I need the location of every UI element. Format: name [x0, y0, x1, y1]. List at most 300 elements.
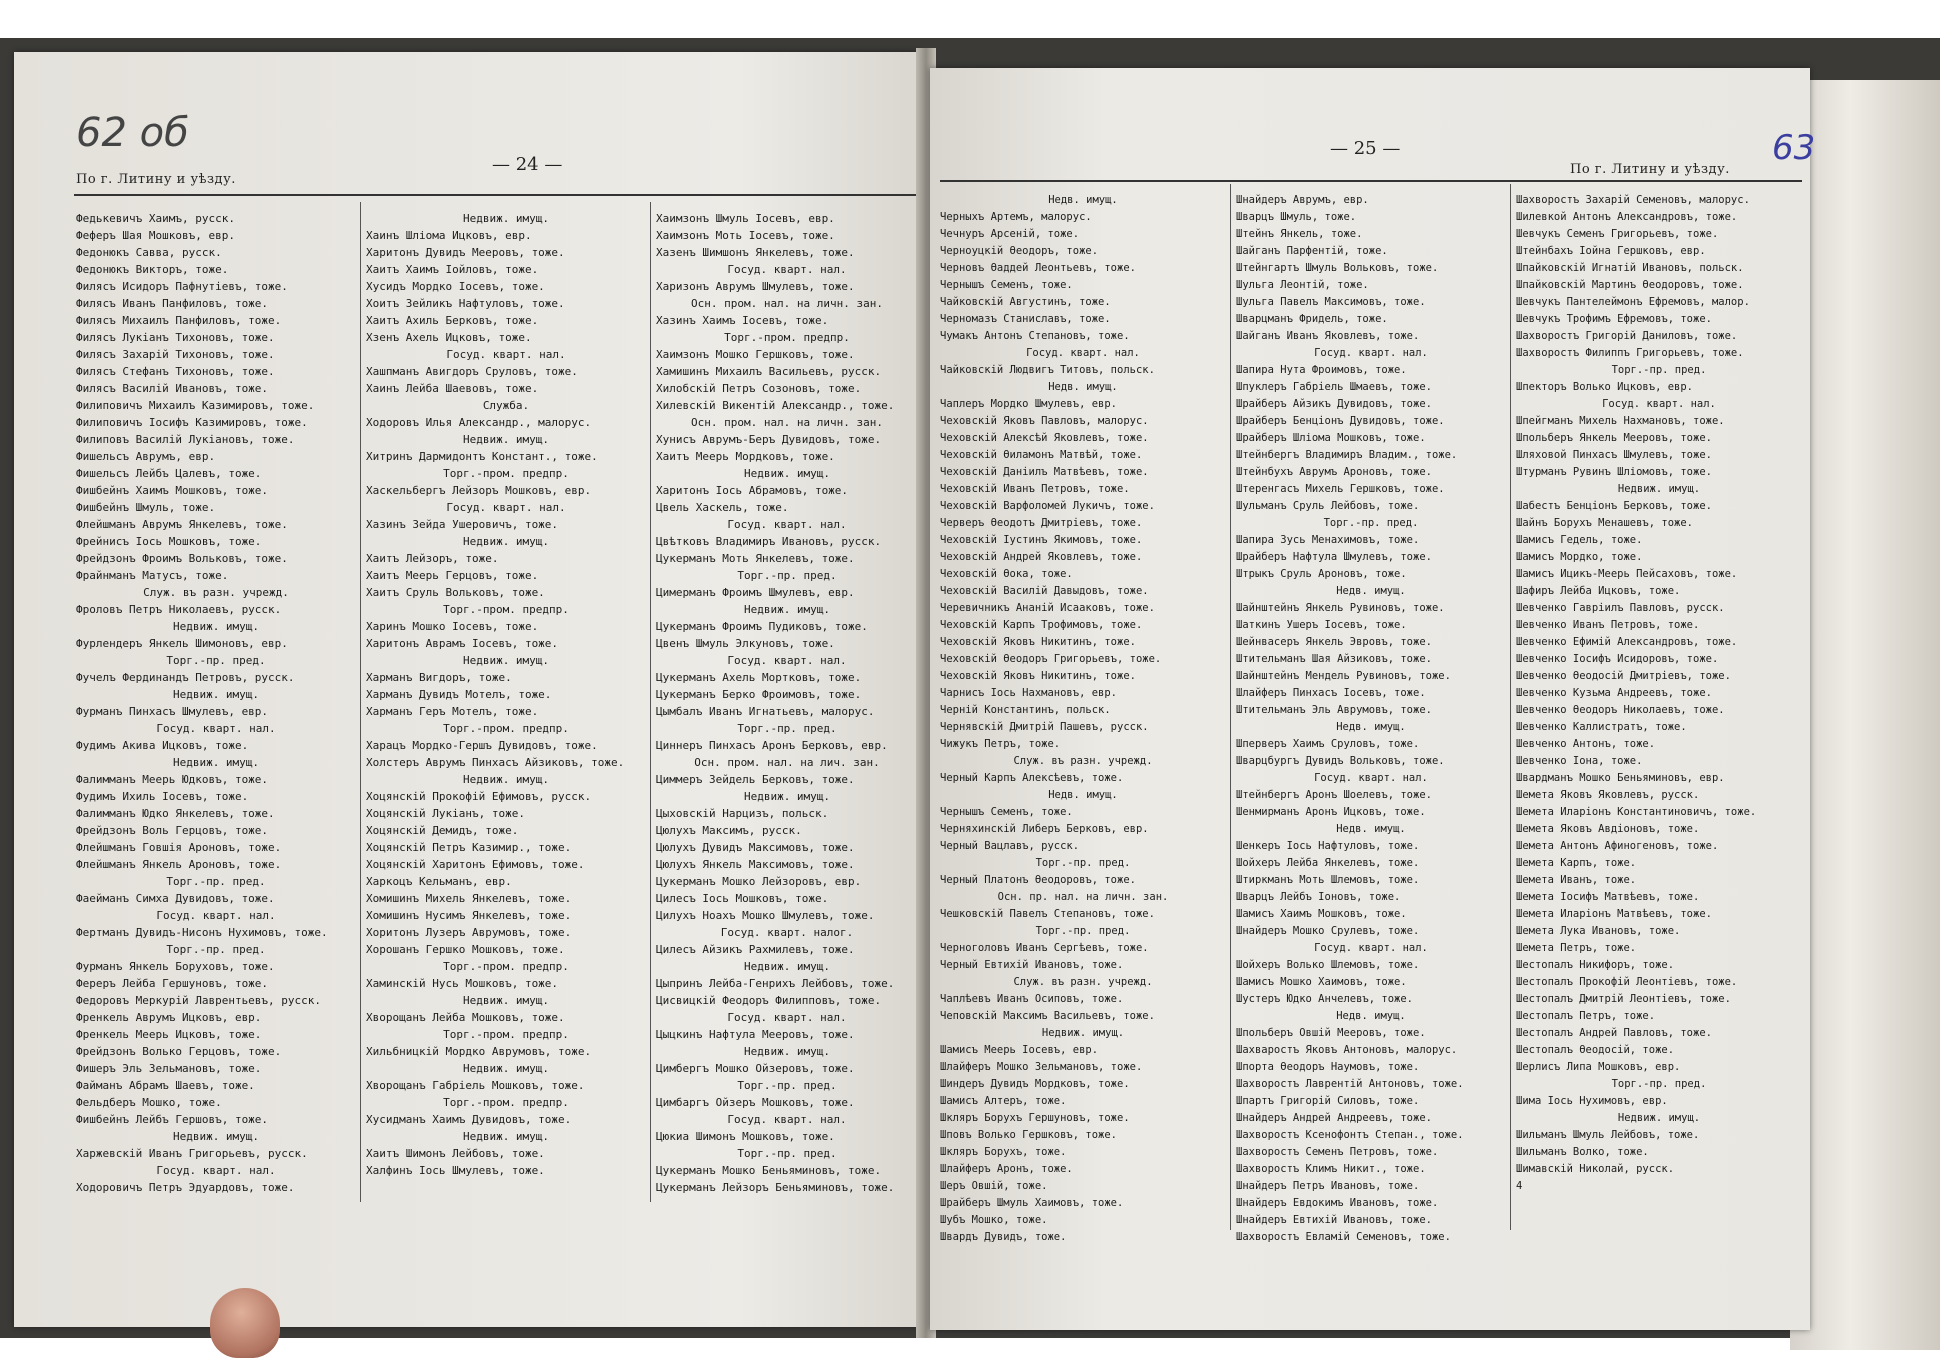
list-item: Шпорта Өеодоръ Наумовъ, тоже.	[1236, 1061, 1420, 1073]
list-item: Шилевкой Антонъ Александровъ, тоже.	[1516, 211, 1738, 223]
list-item: Шустеръ Юдко Анчелевъ, тоже.	[1236, 993, 1414, 1005]
list-item: Фишбейнъ Шмуль, тоже.	[76, 501, 216, 514]
list-item: Шамисъ Мошко Хаимовъ, тоже.	[1236, 976, 1407, 988]
list-item: Шемета Петръ, тоже.	[1516, 942, 1637, 954]
list-item: Недв. имущ.	[1336, 823, 1406, 835]
list-item: Цукерманъ Берко Фроимовъ, тоже.	[656, 688, 862, 701]
list-item: Шойхеръ Волько Шлемовъ, тоже.	[1236, 959, 1420, 971]
list-item: Харманъ Вигдоръ, тоже.	[366, 671, 512, 684]
list-item: Цукерманъ Лейзоръ Беньяминовъ, тоже.	[656, 1181, 895, 1194]
list-item: Цюлухъ Максимъ, русск.	[656, 824, 802, 837]
list-item: Шнайдеръ Мошко Срулевъ, тоже.	[1236, 925, 1420, 937]
list-item: Шевченко Иванъ Петровъ, тоже.	[1516, 619, 1700, 631]
list-item: Торг.-пр. пред.	[1035, 925, 1131, 937]
list-item: Осн. пром. нал. на лич. зан.	[694, 756, 880, 769]
list-item: Шевченко Өеодосій Дмитріевъ, тоже.	[1516, 670, 1731, 682]
list-item: Шахваростъ Яковъ Антоновъ, малорус.	[1236, 1044, 1458, 1056]
list-item: Хомишинъ Михель Янкелевъ, тоже.	[366, 892, 572, 905]
list-item: Шульга Леонтій, тоже.	[1236, 279, 1369, 291]
list-item: Недвиж. имущ.	[172, 620, 260, 633]
list-item: Шемета Іосифъ Матвѣевъ, тоже.	[1516, 891, 1700, 903]
list-item: Швардъ Дувидъ, тоже.	[940, 1231, 1067, 1243]
list-item: Чеховскій Даніилъ Матвѣевъ, тоже.	[940, 466, 1149, 478]
list-item: Цыховскій Нарцизъ, польск.	[656, 807, 829, 820]
list-item: Шубъ Мошко, тоже.	[940, 1214, 1048, 1226]
column-divider	[1230, 184, 1231, 1230]
list-item: Шевченко Кузьма Андреевъ, тоже.	[1516, 687, 1712, 699]
list-item: Недвиж. имущ.	[743, 790, 831, 803]
list-item: Шерлисъ Липа Мошковъ, евр.	[1516, 1061, 1681, 1073]
list-item: Шульманъ Сруль Лейбовъ, тоже.	[1236, 500, 1420, 512]
list-item: Цукерманъ Моть Янкелевъ, тоже.	[656, 552, 855, 565]
list-item: Шварцъ Шмуль, тоже.	[1236, 211, 1357, 223]
list-item: Служ. въ разн. учрежд.	[143, 586, 289, 599]
list-item: Ходоровичъ Петръ Эдуардовъ, тоже.	[76, 1181, 295, 1194]
list-item: Харкоцъ Кельманъ, евр.	[366, 875, 512, 888]
list-item: Недвиж. имущ.	[743, 960, 831, 973]
list-item: Цымбалъ Иванъ Игнатьевъ, малорус.	[656, 705, 875, 718]
left-col-1	[76, 210, 356, 1196]
list-item: Хаитъ Ахиль Берковъ, тоже.	[366, 314, 539, 327]
list-item: Хунисъ Аврумъ-Беръ Дувидовъ, тоже.	[656, 433, 882, 446]
list-item: Недвиж. имущ.	[462, 1130, 550, 1143]
list-item: Служ. въ разн. учрежд.	[1013, 755, 1153, 767]
list-item: Шлайферъ Аронъ, тоже.	[940, 1163, 1073, 1175]
list-item: Хусидъ Мордко Іосевъ, тоже.	[366, 280, 545, 293]
list-item: Осн. пром. нал. на личн. зан.	[690, 416, 884, 429]
list-item: Хильбницкій Мордко Аврумовъ, тоже.	[366, 1045, 592, 1058]
list-item: Шповъ Волько Гершковъ, тоже.	[940, 1129, 1118, 1141]
list-item: Шварцбургъ Дувидъ Вольковъ, тоже.	[1236, 755, 1445, 767]
list-item: Недв. имущ.	[1048, 789, 1118, 801]
list-item: Чернышъ Семенъ, тоже.	[940, 806, 1073, 818]
list-item: Штительманъ Эль Аврумовъ, тоже.	[1236, 704, 1432, 716]
list-item: Торг.-пром. предпр.	[443, 467, 569, 480]
list-item: Госуд. кварт. нал.	[727, 1113, 847, 1126]
list-item: Торг.-пром. предпр.	[443, 603, 569, 616]
list-item: Хилобскій Петръ Созоновъ, тоже.	[656, 382, 862, 395]
list-item: Шрайберъ Айзикъ Дувидовъ, тоже.	[1236, 398, 1432, 410]
list-item: Чеховскій Варфоломей Лукичъ, тоже.	[940, 500, 1155, 512]
list-item: Шевченко Өеодоръ Николаевъ, тоже.	[1516, 704, 1725, 716]
list-item: Госуд. кварт. нал.	[727, 263, 847, 276]
list-item: Шварцъ Лейбъ Іоновъ, тоже.	[1236, 891, 1401, 903]
list-item: Недвиж. имущ.	[743, 467, 831, 480]
list-item: Чеховскій Өеодоръ Григорьевъ, тоже.	[940, 653, 1162, 665]
list-item: Шевченко Іосифъ Исидоровъ, тоже.	[1516, 653, 1719, 665]
list-item: Шапира Нута Фроимовъ, тоже.	[1236, 364, 1407, 376]
list-item: Шевченко Антонъ, тоже.	[1516, 738, 1656, 750]
list-item: Шемета Яковъ Яковлевъ, русск.	[1516, 789, 1700, 801]
list-item: Черный Платонъ Өеодоровъ, тоже.	[940, 874, 1136, 886]
list-item: Шильманъ Шмуль Лейбовъ, тоже.	[1516, 1129, 1700, 1141]
list-item: Фаейманъ Симха Дувидовъ, тоже.	[76, 892, 275, 905]
list-item: Харитонъ Аврамъ Іосевъ, тоже.	[366, 637, 559, 650]
list-item: Хаимзонъ Шмуль Іосевъ, евр.	[656, 212, 835, 225]
list-item: Черняхинскій Либеръ Берковъ, евр.	[940, 823, 1149, 835]
list-item: Холстеръ Аврумъ Пинхасъ Айзиковъ, тоже.	[366, 756, 625, 769]
list-item: Чумакъ Антонъ Степановъ, тоже.	[940, 330, 1130, 342]
list-item: Осн. пр. нал. на личн. зан.	[997, 891, 1169, 903]
list-item: Торг.-пр. пред.	[737, 722, 837, 735]
list-item: Недв. имущ.	[1048, 194, 1118, 206]
list-item: Цвенъ Шмуль Элкуновъ, тоже.	[656, 637, 835, 650]
list-item: Черный Карпъ Алексѣевъ, тоже.	[940, 772, 1124, 784]
list-item: Госуд. кварт. нал.	[446, 348, 566, 361]
list-item: Файманъ Абрамъ Шаевъ, тоже.	[76, 1079, 255, 1092]
list-item: 4	[1516, 1180, 1523, 1192]
list-item: Цукерманъ Мошко Беньяминовъ, тоже.	[656, 1164, 882, 1177]
list-item: Шиндеръ Дувидъ Мордковъ, тоже.	[940, 1078, 1130, 1090]
list-item: Недвиж. имущ.	[172, 1130, 260, 1143]
list-item: Фереръ Лейба Гершуновъ, тоже.	[76, 977, 269, 990]
list-item: Чаплѣевъ Иванъ Осиповъ, тоже.	[940, 993, 1124, 1005]
list-item: Шайнштейнъ Янкель Рувиновъ, тоже.	[1236, 602, 1445, 614]
list-item: Чернявскій Дмитрій Пашевъ, русск.	[940, 721, 1149, 733]
list-item: Хаитъ Шимонъ Лейбовъ, тоже.	[366, 1147, 545, 1160]
list-item: Шестопалъ Андрей Павловъ, тоже.	[1516, 1027, 1712, 1039]
list-item: Филиповичъ Іосифъ Казимировъ, тоже.	[76, 416, 308, 429]
list-item: Цукерманъ Ахель Мортковъ, тоже.	[656, 671, 862, 684]
list-item: Шрайберъ Бенціонъ Дувидовъ, тоже.	[1236, 415, 1445, 427]
left-page	[14, 52, 922, 1327]
list-item: Хоцянскій Прокофій Ефимовъ, русск.	[366, 790, 592, 803]
right-col-3	[1516, 192, 1802, 1195]
list-item: Шестопалъ Дмитрій Леонтіевъ, тоже.	[1516, 993, 1731, 1005]
list-item: Хазенъ Шимшонъ Янкелевъ, тоже.	[656, 246, 855, 259]
list-item: Хоритонъ Лузеръ Аврумовъ, тоже.	[366, 926, 572, 939]
list-item: Чайковскій Августинъ, тоже.	[940, 296, 1111, 308]
list-item: Шрайберъ Шмуль Хаимовъ, тоже.	[940, 1197, 1124, 1209]
list-item: Шахворостъ Ксенофонтъ Степан., тоже.	[1236, 1129, 1464, 1141]
list-item: Хоцянскій Петръ Казимир., тоже.	[366, 841, 572, 854]
right-col-2	[1236, 192, 1506, 1246]
list-item: Недв. имущ.	[1048, 381, 1118, 393]
list-item: Филиповъ Василій Лукіановъ, тоже.	[76, 433, 295, 446]
list-item: Шпольберъ Янкель Мееровъ, тоже.	[1516, 432, 1712, 444]
list-item: Шпейгманъ Михель Нахмановъ, тоже.	[1516, 415, 1725, 427]
list-item: Хоитъ Зейликъ Нафтуловъ, тоже.	[366, 297, 565, 310]
list-item: Шенмирманъ Аронъ Ицковъ, тоже.	[1236, 806, 1426, 818]
list-item: Черноголовъ Иванъ Сергѣевъ, тоже.	[940, 942, 1149, 954]
list-item: Филясъ Стефанъ Тихоновъ, тоже.	[76, 365, 275, 378]
list-item: Штительманъ Шая Айзиковъ, тоже.	[1236, 653, 1432, 665]
list-item: Хворощанъ Габріель Мошковъ, тоже.	[366, 1079, 585, 1092]
list-item: Шпайковскій Мартинъ Өеодоровъ, тоже.	[1516, 279, 1744, 291]
list-item: Филясъ Василій Ивановъ, тоже.	[76, 382, 269, 395]
list-item: Штрыкъ Сруль Ароновъ, тоже.	[1236, 568, 1407, 580]
column-divider	[650, 202, 651, 1202]
list-item: Хазинъ Зейда Ушеровичъ, тоже.	[366, 518, 559, 531]
list-item: Шестопалъ Прокофій Леонтіевъ, тоже.	[1516, 976, 1738, 988]
list-item: Торг.-пр. пред.	[1323, 517, 1419, 529]
list-item: Хамишинъ Михаилъ Васильевъ, русск.	[656, 365, 882, 378]
list-item: Госуд. кварт. нал.	[1314, 347, 1428, 359]
list-item: Штейнъ Янкель, тоже.	[1236, 228, 1363, 240]
list-item: Харитонъ Іось Абрамовъ, тоже.	[656, 484, 849, 497]
list-item: Чеховскій Алексѣй Яковлевъ, тоже.	[940, 432, 1149, 444]
list-item: Цилухъ Ноахъ Мошко Шмулевъ, тоже.	[656, 909, 875, 922]
list-item: Хаитъ Меерь Герцовъ, тоже.	[366, 569, 539, 582]
list-item: Хворощанъ Лейба Мошковъ, тоже.	[366, 1011, 565, 1024]
list-item: Фрейдзонъ Воль Герцовъ, тоже.	[76, 824, 269, 837]
list-item: Френкель Аврумъ Ицковъ, евр.	[76, 1011, 262, 1024]
list-item: Чеховскій Яковъ Никитинъ, тоже.	[940, 670, 1136, 682]
list-item: Госуд. кварт. нал.	[1026, 347, 1140, 359]
list-item: Недвиж. имущ.	[1041, 1027, 1125, 1039]
list-item: Шамисъ Ицикъ-Меерь Пейсаховъ, тоже.	[1516, 568, 1738, 580]
list-item: Торг.-пр. пред.	[737, 569, 837, 582]
list-item: Недвиж. имущ.	[1617, 483, 1701, 495]
list-item: Чернiй Константинъ, польск.	[940, 704, 1111, 716]
list-item: Госуд. кварт. нал.	[156, 722, 276, 735]
list-item: Штеренгасъ Михель Гершковъ, тоже.	[1236, 483, 1445, 495]
header-rule-right	[940, 180, 1802, 182]
list-item: Шнайдеръ Евтихій Ивановъ, тоже.	[1236, 1214, 1432, 1226]
list-item: Халфинъ Іось Шмулевъ, тоже.	[366, 1164, 545, 1177]
list-item: Хаинъ Лейба Шаевовъ, тоже.	[366, 382, 539, 395]
list-item: Шамисъ Гедель, тоже.	[1516, 534, 1643, 546]
list-item: Недвиж. имущ.	[743, 1045, 831, 1058]
list-item: Фишельсъ Лейбъ Цалевъ, тоже.	[76, 467, 262, 480]
list-item: Федькевичъ Хаимъ, русск.	[76, 212, 235, 225]
list-item: Фрайнманъ Матусъ, тоже.	[76, 569, 229, 582]
list-item: Госуд. кварт. нал.	[156, 1164, 276, 1177]
list-item: Шпольберъ Овшій Мееровъ, тоже.	[1236, 1027, 1426, 1039]
list-item: Шпекторъ Волько Ицковъ, евр.	[1516, 381, 1694, 393]
list-item: Чернышъ Семенъ, тоже.	[940, 279, 1073, 291]
list-item: Недв. имущ.	[1336, 585, 1406, 597]
list-item: Хаинъ Шлiома Ицковъ, евр.	[366, 229, 532, 242]
list-item: Хомишинъ Нусимъ Янкелевъ, тоже.	[366, 909, 572, 922]
list-item: Цимбаргъ Ойзеръ Мошковъ, тоже.	[656, 1096, 855, 1109]
list-item: Недв. имущ.	[1336, 1010, 1406, 1022]
list-item: Недвиж. имущ.	[462, 212, 550, 225]
list-item: Служба.	[482, 399, 530, 412]
list-item: Чеховскій Іустинъ Якимовъ, тоже.	[940, 534, 1143, 546]
list-item: Шахворостъ Григорій Даниловъ, тоже.	[1516, 330, 1738, 342]
list-item: Чеховскій Василій Давыдовъ, тоже.	[940, 585, 1149, 597]
list-item: Шевчукъ Трофимъ Ефремовъ, тоже.	[1516, 313, 1712, 325]
list-item: Госуд. кварт. нал.	[156, 909, 276, 922]
list-item: Шахворостъ Лаврентій Антоновъ, тоже.	[1236, 1078, 1464, 1090]
list-item: Штейнбахъ Іойна Гершковъ, евр.	[1516, 245, 1706, 257]
list-item: Служ. въ разн. учрежд.	[1013, 976, 1153, 988]
list-item: Цилесъ Айзикъ Рахмилевъ, тоже.	[656, 943, 855, 956]
list-item: Черный Вацлавъ, русск.	[940, 840, 1080, 852]
list-item: Госуд. кварт. нал.	[1314, 772, 1428, 784]
list-item: Харинъ Мошко Іосевъ, тоже.	[366, 620, 539, 633]
page-stack-edge	[1790, 80, 1940, 1350]
list-item: Штурманъ Рувинъ Шлiомовъ, тоже.	[1516, 466, 1712, 478]
list-item: Хаминскій Нусь Мошковъ, тоже.	[366, 977, 559, 990]
list-item: Цвѣтковъ Владимиръ Ивановъ, русск.	[656, 535, 882, 548]
list-item: Цвель Хаскель, тоже.	[656, 501, 789, 514]
list-item: Шафиръ Лейба Ицковъ, тоже.	[1516, 585, 1681, 597]
list-item: Недвиж. имущ.	[462, 654, 550, 667]
list-item: Цыцкинъ Нафтула Мееровъ, тоже.	[656, 1028, 855, 1041]
list-item: Недвиж. имущ.	[172, 688, 260, 701]
list-item: Цюлухъ Дувидъ Максимовъ, тоже.	[656, 841, 855, 854]
list-item: Шамисъ Меерь Іосевъ, евр.	[940, 1044, 1099, 1056]
list-item: Торг.-пр. пред.	[166, 943, 266, 956]
list-item: Шемета Лука Ивановъ, тоже.	[1516, 925, 1681, 937]
list-item: Фертманъ Дувидъ-Нисонъ Нухимовъ, тоже.	[76, 926, 328, 939]
list-item: Госуд. кварт. нал.	[727, 654, 847, 667]
list-item: Шнайдеръ Андрей Андреевъ, тоже.	[1236, 1112, 1432, 1124]
handwritten-folio-left: 62 об	[76, 110, 189, 156]
list-item: Шрайберъ Нафтула Шмулевъ, тоже.	[1236, 551, 1432, 563]
list-item: Шлайферъ Пинхасъ Іосевъ, тоже.	[1236, 687, 1426, 699]
list-item: Хоцянскій Харитонъ Ефимовъ, тоже.	[366, 858, 585, 871]
list-item: Шаткинъ Ушеръ Іосевъ, тоже.	[1236, 619, 1407, 631]
list-item: Хашпманъ Авигдоръ Сруловъ, тоже.	[366, 365, 578, 378]
list-item: Госуд. кварт. нал.	[727, 1011, 847, 1024]
running-head-left: По г. Литину и уѣзду.	[76, 172, 236, 187]
list-item: Торг.-пр. пред.	[737, 1079, 837, 1092]
list-item: Шемета Иванъ, тоже.	[1516, 874, 1637, 886]
list-item: Филиповичъ Михаилъ Казимировъ, тоже.	[76, 399, 315, 412]
list-item: Шамисъ Алтеръ, тоже.	[940, 1095, 1067, 1107]
list-item: Торг.-пр. пред.	[166, 875, 266, 888]
list-item: Чешковскій Павелъ Степановъ, тоже.	[940, 908, 1155, 920]
list-item: Фучелъ Фердинандъ Петровъ, русск.	[76, 671, 295, 684]
list-item: Шпайковскій Игнатій Ивановъ, польск.	[1516, 262, 1744, 274]
list-item: Шайганъ Парфентій, тоже.	[1236, 245, 1388, 257]
list-item: Фалимманъ Юдко Янкелевъ, тоже.	[76, 807, 275, 820]
list-item: Шульга Павелъ Максимовъ, тоже.	[1236, 296, 1426, 308]
list-item: Шевчукъ Семенъ Григорьевъ, тоже.	[1516, 228, 1719, 240]
list-item: Недвиж. имущ.	[462, 773, 550, 786]
list-item: Фишельсъ Аврумъ, евр.	[76, 450, 216, 463]
list-item: Шлайферъ Мошко Зельмановъ, тоже.	[940, 1061, 1143, 1073]
list-item: Хитринъ Дармидонтъ Констант., тоже.	[366, 450, 598, 463]
list-item: Фишеръ Эль Зельмановъ, тоже.	[76, 1062, 262, 1075]
list-item: Фудимъ Ихиль Іосевъ, тоже.	[76, 790, 249, 803]
list-item: Штиркманъ Моть Шлемовъ, тоже.	[1236, 874, 1420, 886]
list-item: Флейшманъ Говшія Ароновъ, тоже.	[76, 841, 282, 854]
list-item: Торг.-пром. предпр.	[443, 1028, 569, 1041]
list-item: Шкляръ Борухъ Гершуновъ, тоже.	[940, 1112, 1130, 1124]
list-item: Штейнбухъ Аврумъ Ароновъ, тоже.	[1236, 466, 1432, 478]
list-item: Штейнбергъ Владимиръ Владим., тоже.	[1236, 449, 1458, 461]
list-item: Циммеръ Зейдель Берковъ, тоже.	[656, 773, 855, 786]
list-item: Чарнисъ Іось Нахмановъ, евр.	[940, 687, 1118, 699]
list-item: Черныхъ Артемъ, малорус.	[940, 211, 1092, 223]
column-divider	[1510, 184, 1511, 1230]
list-item: Харманъ Геръ Мотелъ, тоже.	[366, 705, 539, 718]
list-item: Шима Іось Нухимовъ, евр.	[1516, 1095, 1668, 1107]
list-item: Недвиж. имущ.	[462, 433, 550, 446]
list-item: Недвиж. имущ.	[172, 756, 260, 769]
list-item: Шварцманъ Фридель, тоже.	[1236, 313, 1388, 325]
page-number-left: — 24 —	[492, 154, 563, 175]
list-item: Шемета Яковъ Авдіоновъ, тоже.	[1516, 823, 1700, 835]
list-item: Шемета Иларіонъ Константиновичъ, тоже.	[1516, 806, 1757, 818]
list-item: Шемета Иларіонъ Матвѣевъ, тоже.	[1516, 908, 1712, 920]
list-item: Харманъ Дувидъ Мотелъ, тоже.	[366, 688, 552, 701]
list-item: Недвиж. имущ.	[462, 535, 550, 548]
list-item: Хоцянскій Лукіанъ, тоже.	[366, 807, 525, 820]
list-item: Хорошанъ Гершко Мошковъ, тоже.	[366, 943, 565, 956]
list-item: Шапира Зусь Менахимовъ, тоже.	[1236, 534, 1420, 546]
list-item: Шевченко Каллистратъ, тоже.	[1516, 721, 1687, 733]
list-item: Чеховскій Өиламонъ Матвѣй, тоже.	[940, 449, 1143, 461]
list-item: Харизонъ Аврумъ Шмулевъ, тоже.	[656, 280, 855, 293]
list-item: Хаскельбергъ Лейзоръ Мошковъ, евр.	[366, 484, 592, 497]
list-item: Шпартъ Григорій Силовъ, тоже.	[1236, 1095, 1420, 1107]
list-item: Хзенъ Ахель Ицковъ, тоже.	[366, 331, 532, 344]
list-item: Черевичникъ Ананій Исааковъ, тоже.	[940, 602, 1155, 614]
list-item: Хусидманъ Хаимъ Дувидовъ, тоже.	[366, 1113, 572, 1126]
list-item: Шимавскій Николай, русск.	[1516, 1163, 1675, 1175]
list-item: Циннеръ Пинхасъ Аронъ Берковъ, евр.	[656, 739, 888, 752]
list-item: Фроловъ Петръ Николаевъ, русск.	[76, 603, 282, 616]
list-item: Шнайдеръ Петръ Ивановъ, тоже.	[1236, 1180, 1420, 1192]
list-item: Шамисъ Мордко, тоже.	[1516, 551, 1643, 563]
list-item: Шемета Карпъ, тоже.	[1516, 857, 1637, 869]
list-item: Чеховскій Яковъ Никитинъ, тоже.	[940, 636, 1136, 648]
list-item: Чеховскій Яковъ Павловъ, малорус.	[940, 415, 1149, 427]
list-item: Шенкеръ Іось Нафтуловъ, тоже.	[1236, 840, 1420, 852]
list-item: Хаитъ Сруль Вольковъ, тоже.	[366, 586, 545, 599]
list-item: Филясъ Захарій Тихоновъ, тоже.	[76, 348, 275, 361]
page-number-right: — 25 —	[1330, 138, 1401, 159]
list-item: Недвиж. имущ.	[1617, 1112, 1701, 1124]
list-item: Федоровъ Меркурій Лаврентьевъ, русск.	[76, 994, 322, 1007]
list-item: Чеховскій Андрей Яковлевъ, тоже.	[940, 551, 1143, 563]
list-item: Харжевскій Иванъ Григорьевъ, русск.	[76, 1147, 308, 1160]
list-item: Федонюкъ Викторъ, тоже.	[76, 263, 229, 276]
list-item: Черверъ Өеодотъ Дмитріевъ, тоже.	[940, 517, 1143, 529]
list-item: Хоцянскій Демидъ, тоже.	[366, 824, 519, 837]
list-item: Черный Евтихій Ивановъ, тоже.	[940, 959, 1124, 971]
list-item: Чеховскій Карпъ Трофимовъ, тоже.	[940, 619, 1143, 631]
list-item: Штейнгартъ Шмуль Вольковъ, тоже.	[1236, 262, 1439, 274]
list-item: Филясъ Иванъ Панфиловъ, тоже.	[76, 297, 269, 310]
handwritten-folio-right: 63	[1772, 128, 1816, 168]
list-item: Фрейнисъ Іось Мошковъ, тоже.	[76, 535, 262, 548]
list-item: Госуд. кварт. нал.	[1602, 398, 1716, 410]
list-item: Чаплеръ Мордко Шмулевъ, евр.	[940, 398, 1118, 410]
running-head-right: По г. Литину и уѣзду.	[1570, 162, 1730, 177]
list-item: Чечнуръ Арсеній, тоже.	[940, 228, 1080, 240]
list-item: Филясъ Лукіанъ Тихоновъ, тоже.	[76, 331, 275, 344]
list-item: Торг.-пр. пред.	[737, 1147, 837, 1160]
list-item: Цилесъ Іось Мошковъ, тоже.	[656, 892, 829, 905]
list-item: Шахворостъ Климъ Никит., тоже.	[1236, 1163, 1426, 1175]
list-item: Недвиж. имущ.	[462, 994, 550, 1007]
list-item: Шахворостъ Филиппъ Григорьевъ, тоже.	[1516, 347, 1744, 359]
list-item: Шахворостъ Евламій Семеновъ, тоже.	[1236, 1231, 1451, 1243]
list-item: Шперверъ Хаимъ Сруловъ, тоже.	[1236, 738, 1420, 750]
list-item: Хаитъ Лейзоръ, тоже.	[366, 552, 499, 565]
list-item: Шестопалъ Никифоръ, тоже.	[1516, 959, 1675, 971]
thumb	[210, 1288, 280, 1358]
list-item: Шляховой Пинхасъ Шмулевъ, тоже.	[1516, 449, 1712, 461]
list-item: Шнайдеръ Евдокимъ Ивановъ, тоже.	[1236, 1197, 1439, 1209]
list-item: Федонюкъ Савва, русск.	[76, 246, 222, 259]
list-item: Фишбейнъ Лейбъ Гершовъ, тоже.	[76, 1113, 269, 1126]
list-item: Чеповскій Максимъ Васильевъ, тоже.	[940, 1010, 1155, 1022]
list-item: Цукерманъ Фроимъ Пудиковъ, тоже.	[656, 620, 868, 633]
list-item: Фурманъ Янкель Боруховъ, тоже.	[76, 960, 275, 973]
list-item: Хаимзонъ Мошко Гершковъ, тоже.	[656, 348, 855, 361]
list-item: Черноуцкій Өеодоръ, тоже.	[940, 245, 1099, 257]
list-item: Харитонъ Дувидъ Мееровъ, тоже.	[366, 246, 565, 259]
list-item: Шпуклеръ Габріель Шмаевъ, тоже.	[1236, 381, 1432, 393]
list-item: Госуд. кварт. налог.	[720, 926, 854, 939]
